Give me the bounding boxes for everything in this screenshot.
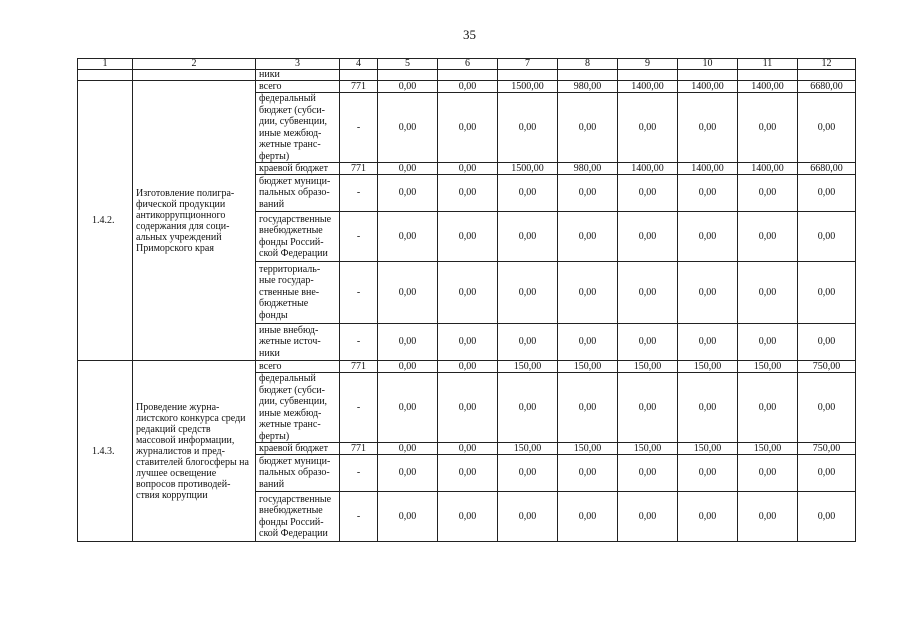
col-header: 6 xyxy=(438,59,498,70)
budget-code: 771 xyxy=(340,163,378,175)
amount-cell: 0,00 xyxy=(738,373,798,443)
page-number: 35 xyxy=(463,27,476,42)
table-row xyxy=(78,81,856,93)
funding-source: иные внебюд-жетные источ-ники xyxy=(256,324,340,361)
amount-cell: 1500,00 xyxy=(498,81,558,93)
amount-cell: 0,00 xyxy=(798,492,856,542)
amount-cell: 0,00 xyxy=(558,93,618,163)
amount-cell: 0,00 xyxy=(558,324,618,361)
amount-cell: 0,00 xyxy=(558,455,618,492)
budget-code: 771 xyxy=(340,361,378,373)
item-number: 1.4.3. xyxy=(78,361,133,542)
amount-cell: 6680,00 xyxy=(798,81,856,93)
amount-cell: 0,00 xyxy=(798,93,856,163)
funding-source: государственные внебюджетные фонды Россий-ской Федерации xyxy=(256,212,340,262)
amount-cell: 0,00 xyxy=(798,455,856,492)
amount-cell: 0,00 xyxy=(378,212,438,262)
funding-source: государственные внебюджетные фонды Россий-ской Федерации xyxy=(256,492,340,542)
amount-cell: 0,00 xyxy=(378,361,438,373)
amount-cell: 0,00 xyxy=(498,373,558,443)
item-description: Проведение журна-листского конкурса среди редакций средств массовой информации, журналистов и пред-ставителей блогосферы на лучшее освещение вопросов противодей-ствия коррупции xyxy=(133,361,256,542)
amount-cell: 150,00 xyxy=(558,361,618,373)
col-header: 11 xyxy=(738,59,798,70)
amount-cell: 0,00 xyxy=(618,212,678,262)
amount-cell: 980,00 xyxy=(558,81,618,93)
amount-cell: 0,00 xyxy=(558,492,618,542)
amount-cell: 0,00 xyxy=(438,455,498,492)
funding-source: краевой бюджет xyxy=(256,443,340,455)
amount-cell: 150,00 xyxy=(678,443,738,455)
amount-cell: 1400,00 xyxy=(618,81,678,93)
funding-source: территориаль-ные государ-ственные вне-бюджетные фонды xyxy=(256,262,340,324)
amount-cell: 1500,00 xyxy=(498,163,558,175)
item-number: 1.4.2. xyxy=(78,81,133,361)
funding-source: всего xyxy=(256,81,340,93)
amount-cell: 0,00 xyxy=(378,492,438,542)
amount-cell: 0,00 xyxy=(438,175,498,212)
col-header: 4 xyxy=(340,59,378,70)
amount-cell: 750,00 xyxy=(798,361,856,373)
amount-cell: 0,00 xyxy=(738,262,798,324)
amount-cell: 0,00 xyxy=(618,373,678,443)
amount-cell: 0,00 xyxy=(438,262,498,324)
amount-cell: 0,00 xyxy=(738,324,798,361)
amount-cell: 0,00 xyxy=(618,175,678,212)
amount-cell: 0,00 xyxy=(438,163,498,175)
source-cell: ники xyxy=(256,70,340,81)
table-row xyxy=(78,361,856,373)
amount-cell: 0,00 xyxy=(798,324,856,361)
amount-cell: 150,00 xyxy=(738,443,798,455)
amount-cell: 0,00 xyxy=(678,373,738,443)
amount-cell: 0,00 xyxy=(438,93,498,163)
amount-cell: 0,00 xyxy=(378,93,438,163)
col-header: 8 xyxy=(558,59,618,70)
col-header: 2 xyxy=(133,59,256,70)
amount-cell: 0,00 xyxy=(618,262,678,324)
amount-cell: 0,00 xyxy=(558,212,618,262)
amount-cell: 0,00 xyxy=(438,361,498,373)
amount-cell: 0,00 xyxy=(438,443,498,455)
amount-cell: 6680,00 xyxy=(798,163,856,175)
budget-code: - xyxy=(340,492,378,542)
budget-code: - xyxy=(340,262,378,324)
funding-source: федеральный бюджет (субси-дии, субвенции, иные межбюд-жетные транс-ферты) xyxy=(256,93,340,163)
funding-source: бюджет муници-пальных образо-ваний xyxy=(256,455,340,492)
col-header: 5 xyxy=(378,59,438,70)
budget-code: - xyxy=(340,324,378,361)
amount-cell: 0,00 xyxy=(378,443,438,455)
budget-code: - xyxy=(340,212,378,262)
col-header: 12 xyxy=(798,59,856,70)
amount-cell: 0,00 xyxy=(798,175,856,212)
amount-cell: 0,00 xyxy=(498,212,558,262)
table-body xyxy=(78,59,856,542)
amount-cell: 0,00 xyxy=(618,324,678,361)
amount-cell: 0,00 xyxy=(498,175,558,212)
amount-cell: 0,00 xyxy=(438,492,498,542)
amount-cell: 150,00 xyxy=(498,443,558,455)
amount-cell: 0,00 xyxy=(678,262,738,324)
amount-cell: 150,00 xyxy=(558,443,618,455)
amount-cell: 1400,00 xyxy=(678,81,738,93)
amount-cell: 0,00 xyxy=(618,492,678,542)
amount-cell: 0,00 xyxy=(618,93,678,163)
amount-cell: 0,00 xyxy=(798,212,856,262)
amount-cell: 0,00 xyxy=(498,455,558,492)
amount-cell: 0,00 xyxy=(498,324,558,361)
amount-cell: 150,00 xyxy=(618,443,678,455)
amount-cell: 0,00 xyxy=(438,324,498,361)
amount-cell: 0,00 xyxy=(438,373,498,443)
amount-cell: 0,00 xyxy=(438,212,498,262)
amount-cell: 150,00 xyxy=(498,361,558,373)
amount-cell: 0,00 xyxy=(378,175,438,212)
amount-cell: 150,00 xyxy=(678,361,738,373)
amount-cell: 0,00 xyxy=(798,373,856,443)
amount-cell: 150,00 xyxy=(738,361,798,373)
amount-cell: 0,00 xyxy=(798,262,856,324)
amount-cell: 0,00 xyxy=(738,455,798,492)
budget-code: - xyxy=(340,175,378,212)
col-header: 9 xyxy=(618,59,678,70)
continuation-row xyxy=(78,70,856,81)
amount-cell: 0,00 xyxy=(438,81,498,93)
amount-cell: 0,00 xyxy=(558,373,618,443)
column-header-row xyxy=(78,59,856,70)
amount-cell: 0,00 xyxy=(738,212,798,262)
amount-cell: 0,00 xyxy=(558,175,618,212)
funding-source: бюджет муници-пальных образо-ваний xyxy=(256,175,340,212)
amount-cell: 1400,00 xyxy=(618,163,678,175)
amount-cell: 0,00 xyxy=(738,492,798,542)
budget-code: - xyxy=(340,93,378,163)
col-header: 7 xyxy=(498,59,558,70)
budget-code: - xyxy=(340,455,378,492)
col-header: 1 xyxy=(78,59,133,70)
funding-source: краевой бюджет xyxy=(256,163,340,175)
amount-cell: 0,00 xyxy=(498,262,558,324)
amount-cell: 980,00 xyxy=(558,163,618,175)
funding-source: всего xyxy=(256,361,340,373)
budget-code: 771 xyxy=(340,81,378,93)
amount-cell: 0,00 xyxy=(678,93,738,163)
amount-cell: 0,00 xyxy=(378,81,438,93)
amount-cell: 0,00 xyxy=(378,324,438,361)
amount-cell: 0,00 xyxy=(738,175,798,212)
amount-cell: 0,00 xyxy=(678,455,738,492)
budget-table xyxy=(77,58,856,542)
col-header: 10 xyxy=(678,59,738,70)
amount-cell: 0,00 xyxy=(378,455,438,492)
amount-cell: 0,00 xyxy=(378,373,438,443)
amount-cell: 0,00 xyxy=(678,492,738,542)
amount-cell: 0,00 xyxy=(738,93,798,163)
amount-cell: 0,00 xyxy=(378,262,438,324)
amount-cell: 0,00 xyxy=(378,163,438,175)
amount-cell: 150,00 xyxy=(618,361,678,373)
amount-cell: 0,00 xyxy=(678,324,738,361)
amount-cell: 0,00 xyxy=(678,212,738,262)
col-header: 3 xyxy=(256,59,340,70)
amount-cell: 0,00 xyxy=(498,492,558,542)
amount-cell: 750,00 xyxy=(798,443,856,455)
amount-cell: 0,00 xyxy=(618,455,678,492)
budget-code: 771 xyxy=(340,443,378,455)
amount-cell: 1400,00 xyxy=(738,163,798,175)
amount-cell: 0,00 xyxy=(498,93,558,163)
item-description: Изготовление полигра-фической продукции антикоррупционного содержания для соци-альных учреждений Приморского края xyxy=(133,81,256,361)
amount-cell: 0,00 xyxy=(558,262,618,324)
amount-cell: 0,00 xyxy=(678,175,738,212)
funding-source: федеральный бюджет (субси-дии, субвенции, иные межбюд-жетные транс-ферты) xyxy=(256,373,340,443)
amount-cell: 1400,00 xyxy=(678,163,738,175)
amount-cell: 1400,00 xyxy=(738,81,798,93)
budget-code: - xyxy=(340,373,378,443)
